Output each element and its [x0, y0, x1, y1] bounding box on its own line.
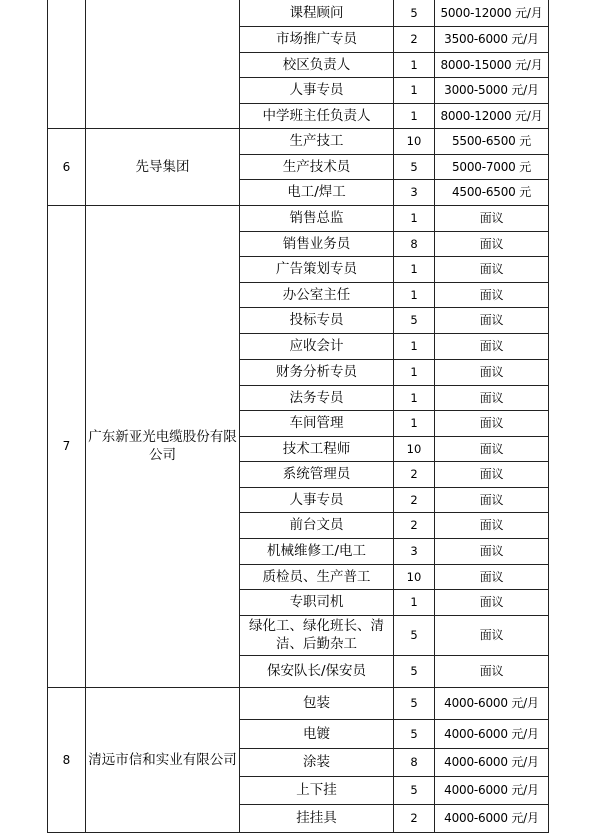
table-row [48, 687, 549, 719]
position-cell: 生产技术员 [240, 154, 394, 179]
position-cell: 生产技工 [240, 128, 394, 154]
salary-cell: 5500-6500 元 [435, 128, 549, 154]
headcount-cell: 2 [394, 512, 435, 538]
position-cell: 保安队长/保安员 [240, 655, 394, 687]
company-number: 7 [48, 205, 86, 687]
headcount-cell: 1 [394, 589, 435, 615]
position-cell: 销售总监 [240, 205, 394, 231]
company-name [86, 0, 240, 128]
salary-cell: 面议 [435, 538, 549, 564]
salary-cell: 4000-6000 元/月 [435, 748, 549, 776]
position-cell: 市场推广专员 [240, 26, 394, 52]
salary-cell: 8000-15000 元/月 [435, 52, 549, 77]
position-cell: 应收会计 [240, 333, 394, 359]
headcount-cell: 1 [394, 282, 435, 307]
salary-cell: 面议 [435, 487, 549, 512]
position-cell: 专职司机 [240, 589, 394, 615]
headcount-cell: 10 [394, 436, 435, 461]
salary-cell: 4000-6000 元/月 [435, 687, 549, 719]
headcount-cell: 2 [394, 487, 435, 512]
salary-cell: 5000-12000 元/月 [435, 0, 549, 26]
salary-cell: 4000-6000 元/月 [435, 804, 549, 832]
salary-cell: 面议 [435, 655, 549, 687]
position-cell: 课程顾问 [240, 0, 394, 26]
position-cell: 涂装 [240, 748, 394, 776]
company-name: 广东新亚光电缆股份有限公司 [86, 205, 240, 687]
salary-cell: 面议 [435, 564, 549, 589]
salary-cell: 面议 [435, 512, 549, 538]
position-cell: 人事专员 [240, 487, 394, 512]
headcount-cell: 1 [394, 52, 435, 77]
headcount-cell: 5 [394, 307, 435, 333]
position-cell: 电镀 [240, 719, 394, 748]
salary-cell: 4000-6000 元/月 [435, 719, 549, 748]
position-cell: 财务分析专员 [240, 359, 394, 385]
position-cell: 前台文员 [240, 512, 394, 538]
position-cell: 办公室主任 [240, 282, 394, 307]
company-name: 清远市信和实业有限公司 [86, 687, 240, 832]
headcount-cell: 1 [394, 256, 435, 282]
position-cell: 质检员、生产普工 [240, 564, 394, 589]
headcount-cell: 1 [394, 103, 435, 128]
salary-cell: 4000-6000 元/月 [435, 776, 549, 804]
headcount-cell: 5 [394, 687, 435, 719]
job-listing-body [48, 0, 549, 832]
headcount-cell: 3 [394, 179, 435, 205]
salary-cell: 面议 [435, 461, 549, 487]
headcount-cell: 5 [394, 615, 435, 655]
position-cell: 绿化工、绿化班长、清洁、后勤杂工 [240, 615, 394, 655]
position-cell: 系统管理员 [240, 461, 394, 487]
headcount-cell: 10 [394, 564, 435, 589]
position-cell: 上下挂 [240, 776, 394, 804]
salary-cell: 面议 [435, 359, 549, 385]
salary-cell: 面议 [435, 385, 549, 410]
salary-cell: 3500-6000 元/月 [435, 26, 549, 52]
headcount-cell: 1 [394, 359, 435, 385]
company-name: 先导集团 [86, 128, 240, 205]
headcount-cell: 1 [394, 410, 435, 436]
table-row [48, 128, 549, 154]
company-number: 8 [48, 687, 86, 832]
table-row [48, 0, 549, 26]
position-cell: 法务专员 [240, 385, 394, 410]
salary-cell: 面议 [435, 205, 549, 231]
salary-cell: 3000-5000 元/月 [435, 77, 549, 103]
salary-cell: 面议 [435, 333, 549, 359]
position-cell: 挂挂具 [240, 804, 394, 832]
table-row [48, 205, 549, 231]
salary-cell: 面议 [435, 256, 549, 282]
position-cell: 机械维修工/电工 [240, 538, 394, 564]
salary-cell: 面议 [435, 615, 549, 655]
headcount-cell: 1 [394, 385, 435, 410]
position-cell: 校区负责人 [240, 52, 394, 77]
salary-cell: 5000-7000 元 [435, 154, 549, 179]
headcount-cell: 1 [394, 205, 435, 231]
headcount-cell: 8 [394, 231, 435, 256]
salary-cell: 面议 [435, 307, 549, 333]
headcount-cell: 8 [394, 748, 435, 776]
headcount-cell: 2 [394, 804, 435, 832]
position-cell: 人事专员 [240, 77, 394, 103]
salary-cell: 面议 [435, 436, 549, 461]
position-cell: 投标专员 [240, 307, 394, 333]
job-listing-table [47, 0, 549, 833]
position-cell: 车间管理 [240, 410, 394, 436]
salary-cell: 8000-12000 元/月 [435, 103, 549, 128]
salary-cell: 面议 [435, 410, 549, 436]
company-number: 6 [48, 128, 86, 205]
headcount-cell: 2 [394, 461, 435, 487]
position-cell: 技术工程师 [240, 436, 394, 461]
salary-cell: 面议 [435, 589, 549, 615]
headcount-cell: 5 [394, 776, 435, 804]
headcount-cell: 5 [394, 154, 435, 179]
salary-cell: 面议 [435, 282, 549, 307]
position-cell: 销售业务员 [240, 231, 394, 256]
position-cell: 中学班主任负责人 [240, 103, 394, 128]
position-cell: 电工/焊工 [240, 179, 394, 205]
headcount-cell: 5 [394, 719, 435, 748]
headcount-cell: 2 [394, 26, 435, 52]
headcount-cell: 5 [394, 0, 435, 26]
headcount-cell: 5 [394, 655, 435, 687]
headcount-cell: 1 [394, 77, 435, 103]
headcount-cell: 10 [394, 128, 435, 154]
salary-cell: 面议 [435, 231, 549, 256]
position-cell: 包装 [240, 687, 394, 719]
company-number [48, 0, 86, 128]
headcount-cell: 3 [394, 538, 435, 564]
headcount-cell: 1 [394, 333, 435, 359]
position-cell: 广告策划专员 [240, 256, 394, 282]
salary-cell: 4500-6500 元 [435, 179, 549, 205]
